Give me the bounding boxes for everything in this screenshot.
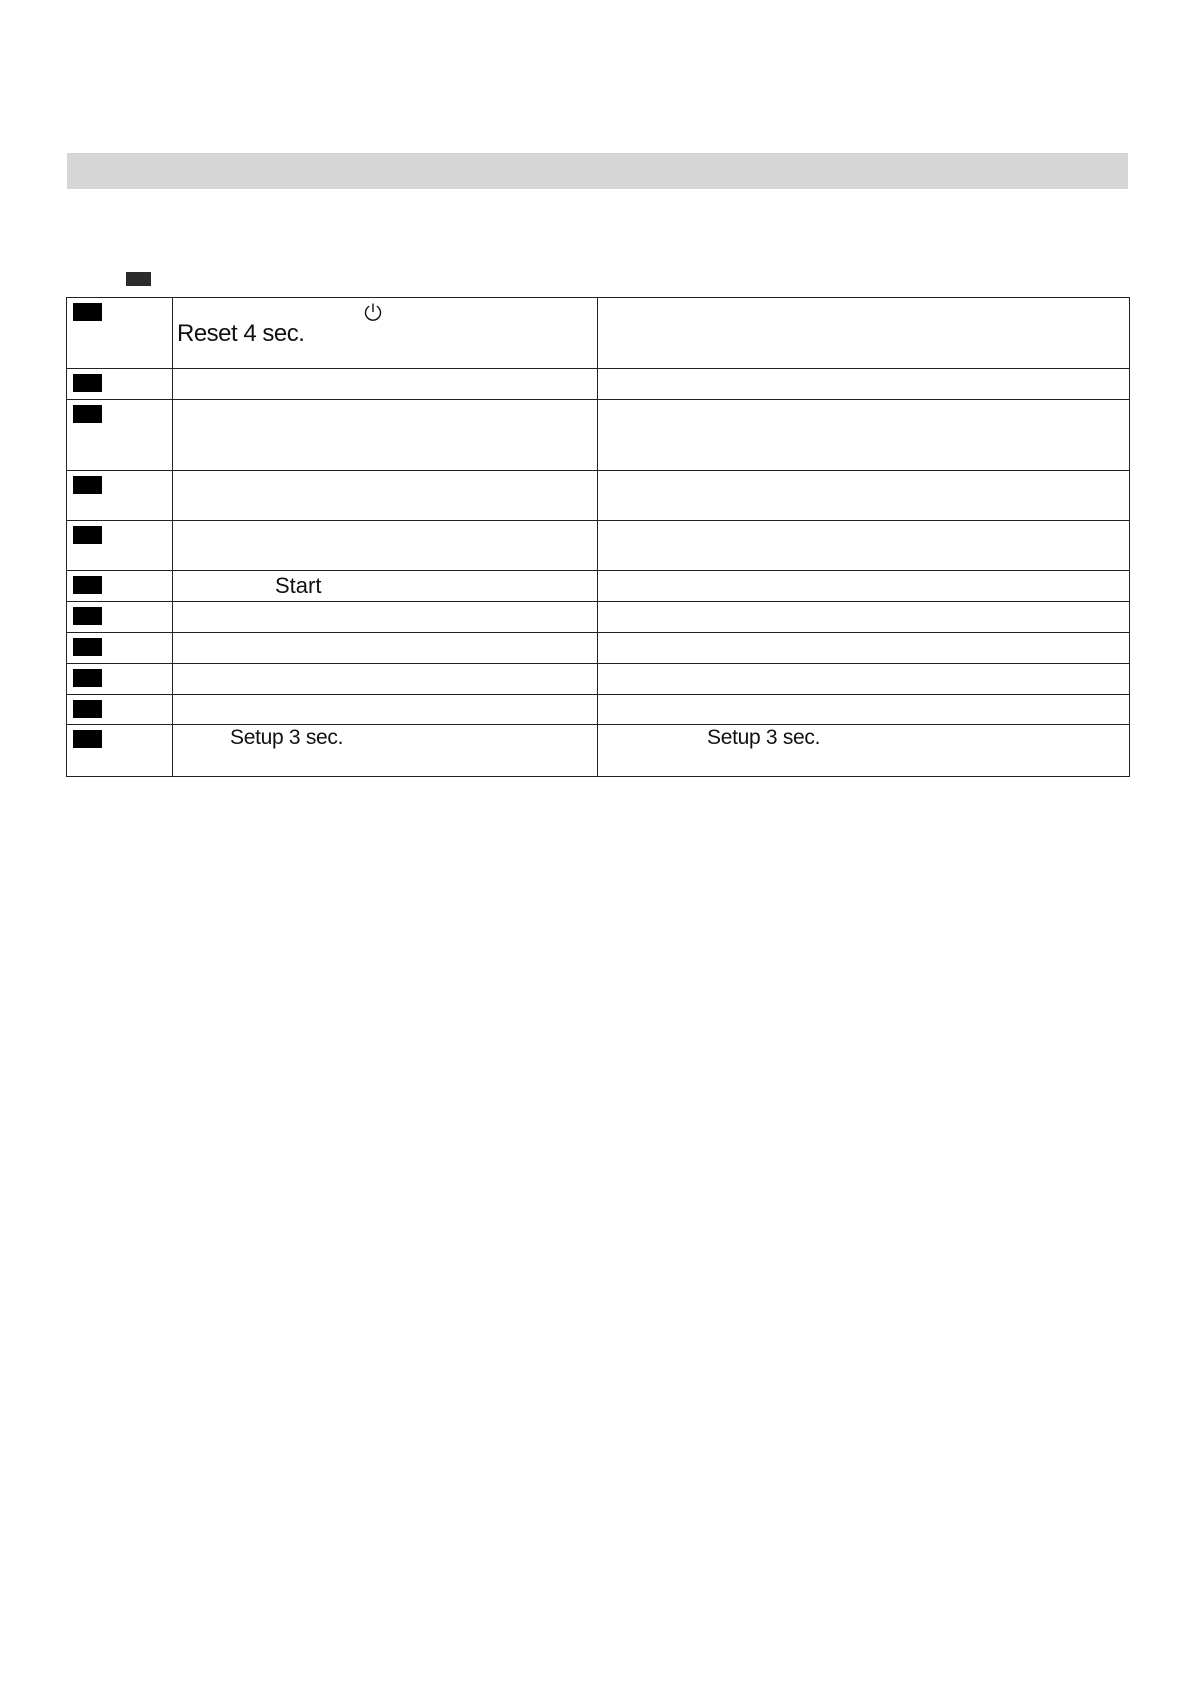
fault-code-cell: [67, 602, 173, 633]
remedy-cell: [598, 298, 1130, 369]
remedy-cell: [598, 571, 1130, 602]
table-row: [67, 471, 1130, 521]
table-row: [67, 695, 1130, 725]
cause-text: Reset 4 sec.: [177, 320, 305, 347]
fault-code-chip: [73, 526, 102, 544]
fault-code-cell: [67, 298, 173, 369]
fault-code-cell: [67, 571, 173, 602]
fault-code-chip: [73, 303, 102, 321]
cause-cell: [173, 369, 598, 400]
fault-code-cell: [67, 633, 173, 664]
cause-cell: [173, 471, 598, 521]
remedy-cell: [598, 471, 1130, 521]
table-row: [67, 602, 1130, 633]
table-row: [67, 725, 1130, 777]
fault-code-cell: [67, 521, 173, 571]
cause-cell: [173, 400, 598, 471]
cause-cell: [173, 695, 598, 725]
table-row: [67, 521, 1130, 571]
fault-code-chip: [73, 405, 102, 423]
legend-code-chip: [126, 272, 151, 286]
fault-code-cell: [67, 725, 173, 777]
remedy-cell: [598, 695, 1130, 725]
fault-code-chip: [73, 576, 102, 594]
table-row: [67, 369, 1130, 400]
cause-cell: [173, 602, 598, 633]
remedy-cell: [598, 369, 1130, 400]
cause-cell: [173, 633, 598, 664]
fault-code-cell: [67, 695, 173, 725]
fault-code-chip: [73, 730, 102, 748]
remedy-text: Setup 3 sec.: [707, 726, 821, 749]
remedy-cell: [598, 664, 1130, 695]
fault-table: [66, 297, 1130, 777]
cause-cell: [173, 664, 598, 695]
remedy-cell: [598, 521, 1130, 571]
fault-code-chip: [73, 374, 102, 392]
fault-code-cell: [67, 471, 173, 521]
remedy-cell: [598, 400, 1130, 471]
table-row: [67, 571, 1130, 602]
cause-cell: [173, 521, 598, 571]
fault-code-chip: [73, 607, 102, 625]
cause-text: Setup 3 sec.: [230, 726, 344, 749]
table-row: [67, 633, 1130, 664]
cause-text: Start: [275, 573, 322, 598]
power-icon: [363, 302, 383, 322]
fault-code-chip: [73, 638, 102, 656]
fault-code-chip: [73, 700, 102, 718]
cause-cell: [173, 298, 598, 369]
fault-code-cell: [67, 369, 173, 400]
fault-code-cell: [67, 400, 173, 471]
remedy-cell: [598, 725, 1130, 777]
table-row: [67, 298, 1130, 369]
section-header-bar: [67, 153, 1128, 189]
cause-cell: [173, 725, 598, 777]
fault-code-chip: [73, 669, 102, 687]
cause-cell: [173, 571, 598, 602]
fault-code-chip: [73, 476, 102, 494]
remedy-cell: [598, 602, 1130, 633]
remedy-cell: [598, 633, 1130, 664]
table-row: [67, 664, 1130, 695]
fault-code-cell: [67, 664, 173, 695]
table-row: [67, 400, 1130, 471]
